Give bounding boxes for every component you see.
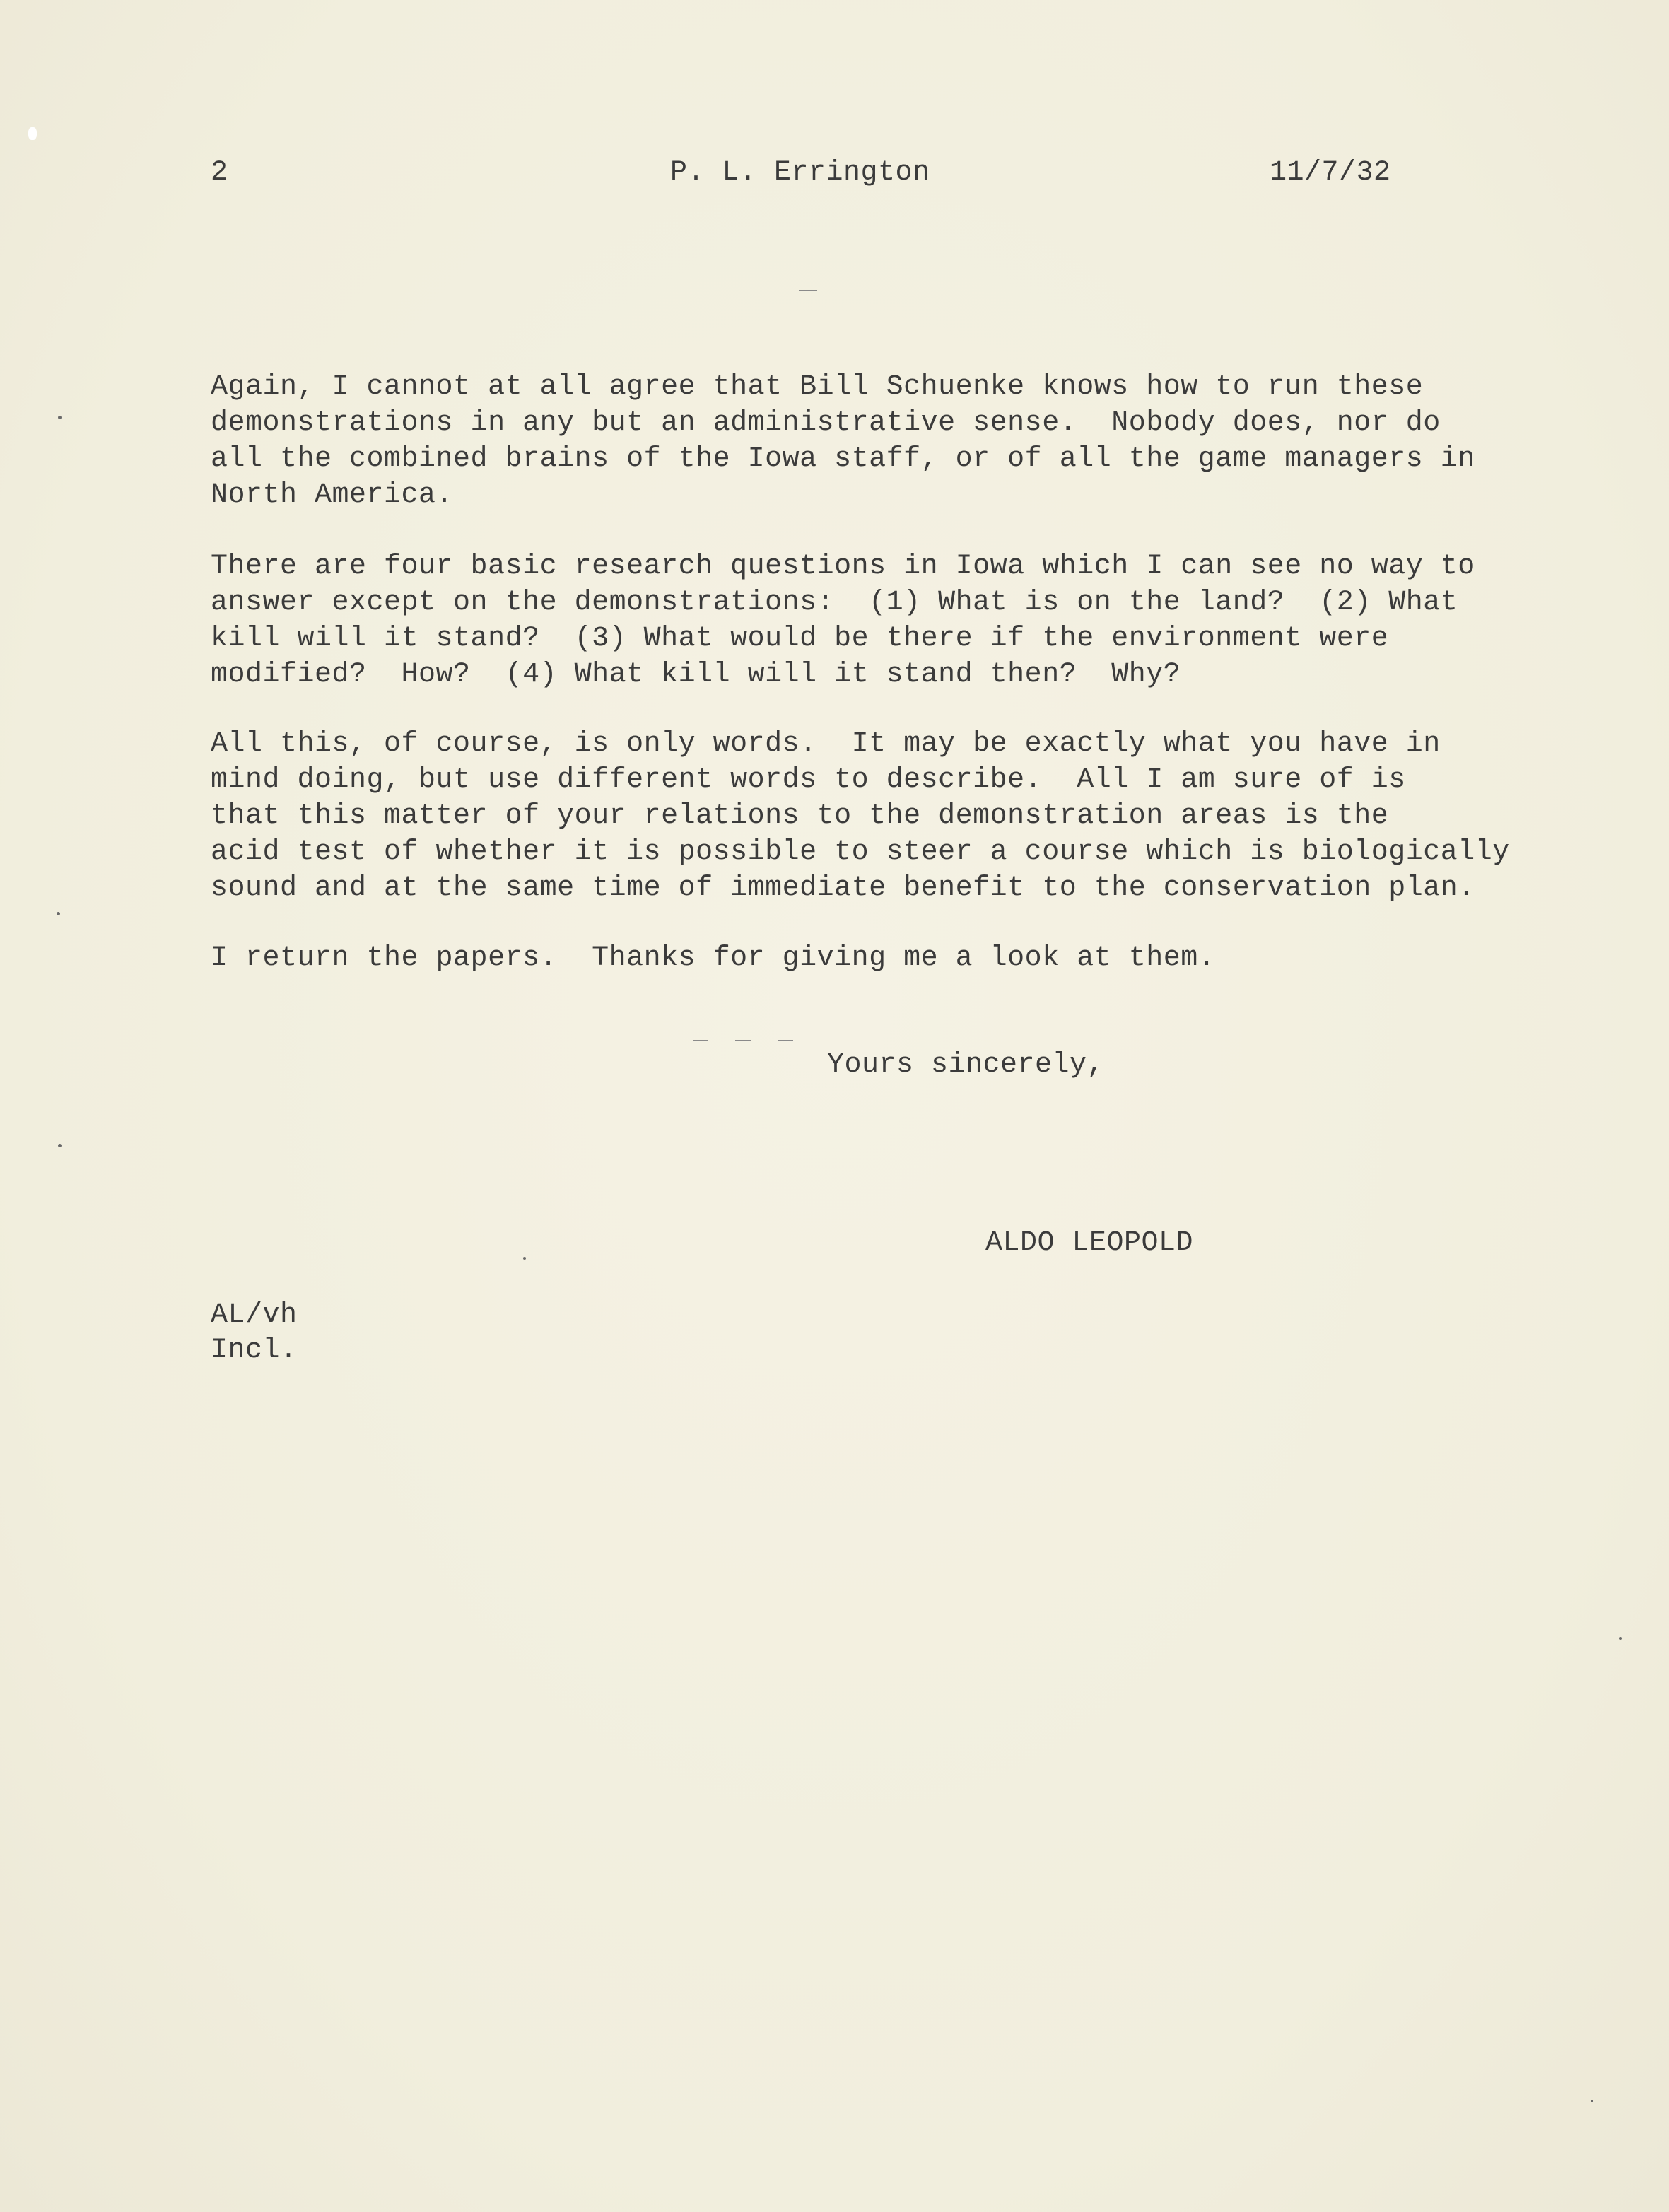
text-line: modified? How? (4) What kill will it stand then? Why? [211, 659, 1181, 691]
paper-speck [28, 127, 37, 140]
text-line: acid test of whether it is possible to steer a course which is biologically [211, 836, 1510, 868]
paragraph-2 [211, 549, 1475, 693]
paper-speck [58, 1144, 62, 1147]
text-line: Again, I cannot at all agree that Bill Schuenke knows how to run these [211, 371, 1424, 403]
paragraph-1 [211, 369, 1475, 513]
text-line: mind doing, but use different words to describe. All I am sure of is [211, 764, 1406, 796]
reference-initials: AL/vh [211, 1299, 298, 1331]
text-line: North America. [211, 479, 454, 511]
paper-speck [523, 1257, 526, 1260]
paper-speck [58, 416, 62, 419]
recipient-name: P. L. Errington [670, 157, 930, 189]
header-divider-mark [799, 290, 817, 291]
closing-divider-marks [693, 1032, 820, 1045]
text-line: demonstrations in any but an administrative sense. Nobody does, nor do [211, 407, 1441, 439]
paper-speck [1619, 1637, 1622, 1640]
text-line: kill will it stand? (3) What would be there if the environment were [211, 623, 1389, 655]
signature-name: ALDO LEOPOLD [985, 1227, 1194, 1259]
text-line: All this, of course, is only words. It may be exactly what you have in [211, 728, 1441, 760]
text-line: all the combined brains of the Iowa staff, or of all the game managers in [211, 443, 1475, 475]
page-number: 2 [211, 157, 228, 189]
text-line: There are four basic research questions in Iowa which I can see no way to [211, 551, 1475, 583]
enclosure-note: Incl. [211, 1335, 298, 1367]
letter-date: 11/7/32 [1270, 157, 1391, 189]
paragraph-3 [211, 726, 1510, 906]
paper-speck [57, 912, 60, 915]
text-line: sound and at the same time of immediate benefit to the conservation plan. [211, 872, 1475, 904]
closing-salutation: Yours sincerely, [827, 1049, 1105, 1081]
paper-speck [1591, 2100, 1593, 2102]
text-line: that this matter of your relations to the demonstration areas is the [211, 800, 1389, 832]
paragraph-4 [211, 940, 1215, 976]
text-line: answer except on the demonstrations: (1) What is on the land? (2) What [211, 587, 1458, 619]
text-line: I return the papers. Thanks for giving me a look at them. [211, 942, 1216, 974]
